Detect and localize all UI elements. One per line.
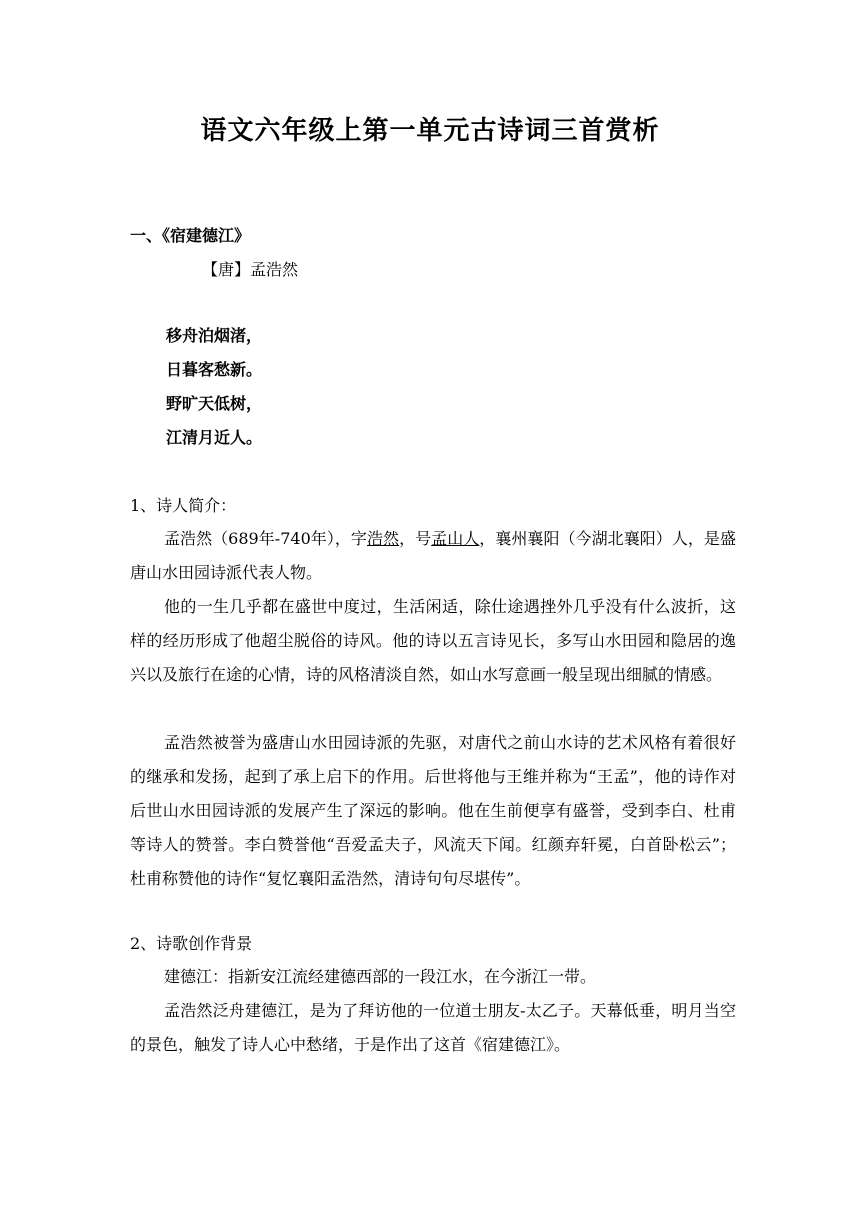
document-title: 语文六年级上第一单元古诗词三首赏析 [200,116,660,146]
background-paragraph-1: 建德江：指新安江流经建德西部的一段江水，在今浙江一带。 [164,967,597,986]
poet-intro-paragraph-3: 孟浩然被誉为盛唐山水田园诗派的先驱，对唐代之前山水诗的艺术风格有着很好的继承和发扬，起到了承上启下的作用。后世将他与王维并称为“王孟”，他的诗作对后世山水田园诗派的发展产生了深远的影响。他在生前便享有盛誉，受到李白、杜甫等诗人的赞誉。李白赞誉他“吾爱孟夫子，风流天下闻。红颜弃轩冕，白首卧松云”；杜甫称赞他的诗作“复忆襄阳孟浩然，清诗句句尽堪传”。 [130,733,736,888]
poet-intro-text-b: ，号 [399,529,432,548]
poem-line-2: 日暮客愁新。 [166,360,263,379]
background-paragraph-2: 孟浩然泛舟建德江，是为了拜访他的一位道士朋友-太乙子。天幕低垂，明月当空的景色，触发了诗人心中愁绪，于是作出了这首《宿建德江》。 [130,1001,736,1054]
poet-courtesy-name: 浩然 [366,529,400,548]
poem-line-3: 野旷天低树， [166,394,263,413]
poet-intro-text-a: 孟浩然（689年-740年），字 [164,529,367,548]
poem-heading: 一、《宿建德江》 [130,226,251,245]
poem-line-4: 江清月近人。 [166,428,263,447]
poem-line-1: 移舟泊烟渚， [166,326,263,345]
poet-intro-paragraph-2: 他的一生几乎都在盛世中度过，生活闲适，除仕途遇挫外几乎没有什么波折，这样的经历形成了他超尘脱俗的诗风。他的诗以五言诗见长，多写山水田园和隐居的逸兴以及旅行在途的心情，诗的风格清淡自然，如山水写意画一般呈现出细腻的情感。 [130,597,736,684]
poem-author: 【唐】孟浩然 [202,260,299,279]
poet-intro-paragraph-1 [130,522,736,590]
section1-heading: 1、诗人简介： [130,496,237,515]
poet-intro-text-c: ，襄州襄阳（今湖北襄阳）人，是盛唐山水田园诗派代表人物。 [130,529,736,582]
poet-art-name: 孟山人 [431,529,480,548]
section2-heading: 2、诗歌创作背景 [130,934,253,953]
